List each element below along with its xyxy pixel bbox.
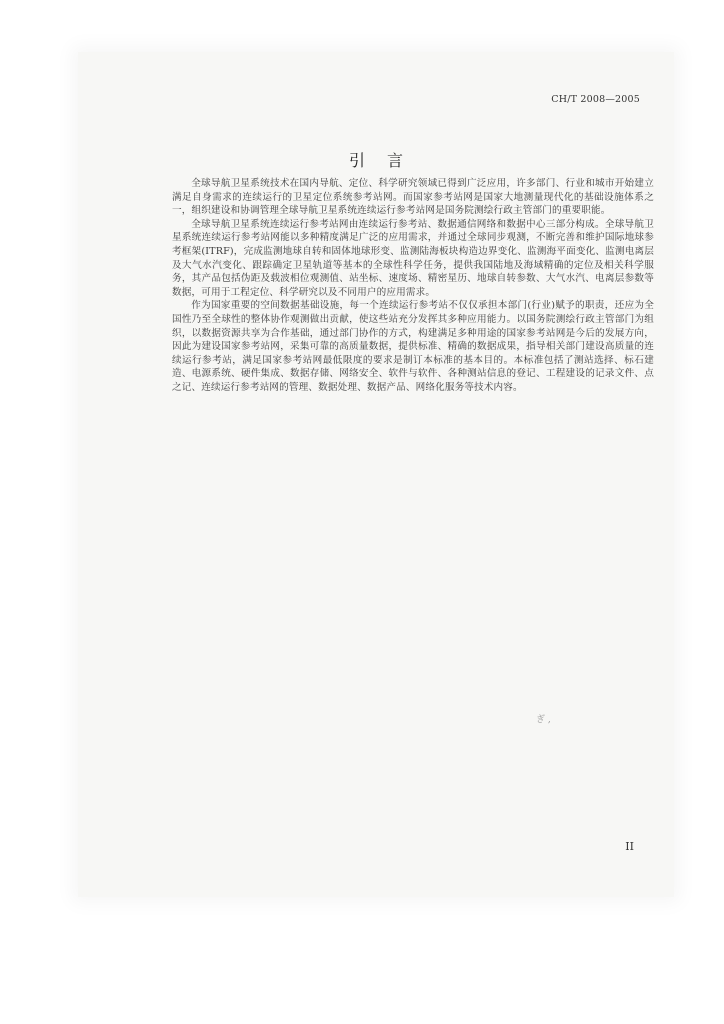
section-title: 引言	[348, 151, 425, 170]
stray-scan-mark: ぎ ,	[536, 715, 551, 725]
paragraph-1: 全球导航卫星系统技术在国内导航、定位、科学研究领域已得到广泛应用，许多部门、行业和城市开始建立满足自身需求的连续运行的卫星定位系统参考站网。而国家参考站网是国家大地测量现代化的基础设施体系之一，组织建设和协调管理全球导航卫星系统连续运行参考站网是国务院测绘行政主管部门的重要职能。	[172, 178, 654, 217]
body-text	[172, 177, 654, 395]
paragraph-3: 作为国家重要的空间数据基础设施，每一个连续运行参考站不仅仅承担本部门(行业)赋予的职责，还应为全国性乃至全球性的整体协作观测做出贡献，使这些站充分发挥其多种应用能力。以国务院测绘行政主管部门为组织，以数据资源共享为合作基础，通过部门协作的方式，构建满足多种用途的国家参考站网是今后的发展方向，因此为建设国家参考站网，采集可靠的高质量数据，提供标准、精确的数据成果，指导相关部门建设高质量的连续运行参考站，满足国家参考站网最低限度的要求是制订本标准的基本目的。本标准包括了测站选择、标石建造、电源系统、硬件集成、数据存储、网络安全、软件与软件、各种测站信息的登记、工程建设的记录文件、点之记、连续运行参考站网的管理、数据处理、数据产品、网络化服务等技术内容。	[172, 300, 654, 393]
scanned-page	[78, 52, 674, 897]
paragraph-2: 全球导航卫星系统连续运行参考站网由连续运行参考站、数据通信网络和数据中心三部分构成。全球导航卫星系统连续运行参考站网能以多种精度满足广泛的应用需求，并通过全球同步观测，不断完善和维护国际地球参考框架(ITRF)，完成监测地球自转和固体地球形变、监测陆海板块构造边界变化、监测海平面变化、监测电离层及大气水汽变化、跟踪确定卫星轨道等基本的全球性科学任务，提供我国陆地及海域精确的定位及相关科学服务，其产品包括伪距及载波相位观测值、站坐标、速度场、精密星历、地球自转参数、大气水汽、电离层参数等数据，可用于工程定位、科学研究以及不同用户的应用需求。	[172, 218, 654, 298]
standard-code: CH/T 2008—2005	[551, 94, 640, 105]
page-number: II	[625, 840, 634, 853]
